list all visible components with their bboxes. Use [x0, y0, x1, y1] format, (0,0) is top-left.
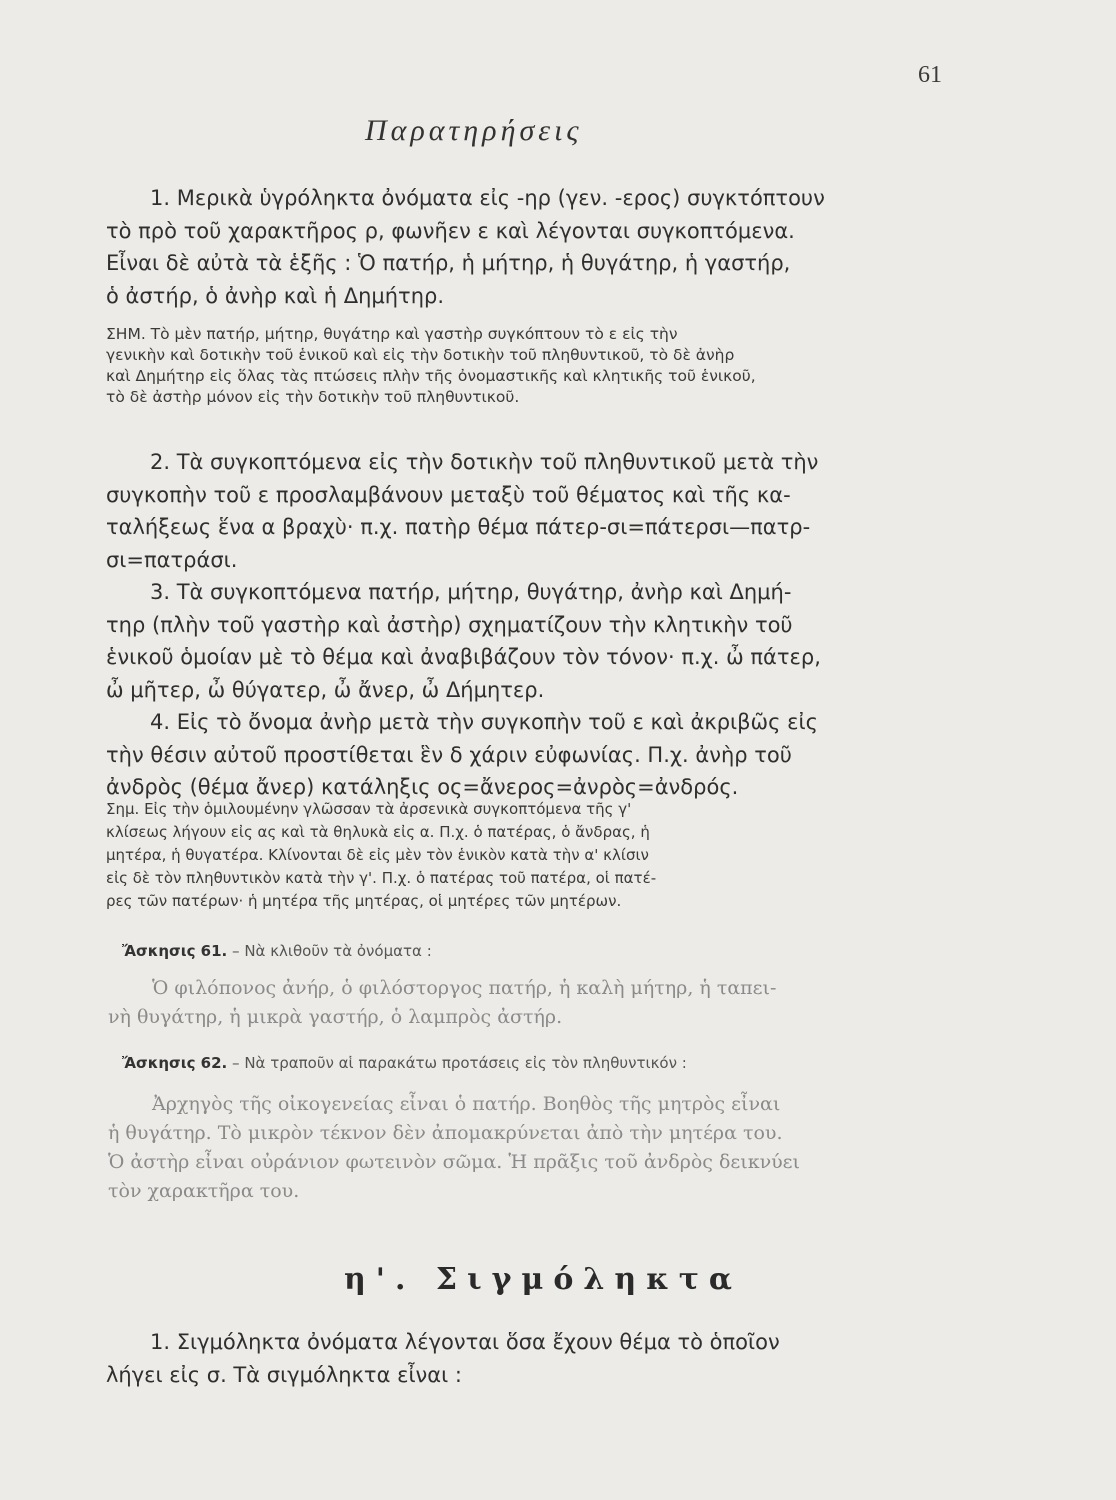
paragraph-1	[106, 182, 964, 312]
section-title: η'. Σιγμόληκτα	[344, 1262, 742, 1297]
exercise-line: ἡ θυγάτηρ. Τὸ μικρὸν τέκνον δὲν ἀπομακρύνεται ἀπὸ τὴν μητέρα του.	[108, 1122, 783, 1144]
note-line: γενικὴν καὶ δοτικὴν τοῦ ἑνικοῦ καὶ εἰς τὴν δοτικὴν τοῦ πληθυντικοῦ, τὸ δὲ ἀνὴρ	[106, 346, 735, 364]
text-line: ἑνικοῦ ὁμοίαν μὲ τὸ θέμα καὶ ἀναβιβάζουν τὸν τόνον· π.χ. ὦ πάτερ,	[106, 645, 821, 669]
note-line: τὸ δὲ ἀστὴρ μόνον εἰς τὴν δοτικὴν τοῦ πληθυντικοῦ.	[106, 388, 520, 406]
note-line: κλίσεως λήγουν εἰς ας καὶ τὰ θηλυκὰ εἰς α. Π.χ. ὁ πατέρας, ὁ ἄνδρας, ἡ	[106, 823, 650, 841]
note-1	[106, 324, 964, 408]
text-line: ταλήξεως ἕνα α βραχὺ· π.χ. πατὴρ θέμα πάτερ-σι=πάτερσι—πατρ-	[106, 515, 811, 539]
exercise-line: νὴ θυγάτηρ, ἡ μικρὰ γαστήρ, ὁ λαμπρὸς ἀστήρ.	[108, 1006, 563, 1028]
text-line: ἀνδρὸς (θέμα ἄνερ) κατάληξις ος=ἄνερος=ἀνρὸς=ἀνδρός.	[106, 775, 739, 799]
text-line: τὴν θέσιν αὐτοῦ προστίθεται ἓν δ χάριν εὐφωνίας. Π.χ. ἀνὴρ τοῦ	[106, 742, 792, 767]
exercise-62-header	[122, 1052, 980, 1074]
text-line: τηρ (πλὴν τοῦ γαστὴρ καὶ ἀστὴρ) σχηματίζουν τὴν κλητικὴν τοῦ	[106, 612, 793, 637]
exercise-62-instruction: – Νὰ τραποῦν αἱ παρακάτω προτάσεις εἰς τὸν πληθυντικόν :	[232, 1054, 687, 1072]
note-line: ρες τῶν πατέρων· ἡ μητέρα τῆς μητέρας, οἱ μητέρες τῶν μητέρων.	[106, 892, 622, 910]
page-heading: Παρατηρήσεις	[365, 114, 583, 147]
note-line: Σημ. Εἰς τὴν ὁμιλουμένην γλῶσσαν τὰ ἀρσενικὰ συγκοπτόμενα τῆς γ'	[106, 800, 632, 818]
exercise-line: Ὁ φιλόπονος ἀνήρ, ὁ φιλόστοργος πατήρ, ἡ καλὴ μήτηρ, ἡ ταπει-	[152, 977, 777, 999]
text-line: ὁ ἀστήρ, ὁ ἀνὴρ καὶ ἡ Δημήτηρ.	[106, 283, 445, 308]
section-paragraph	[106, 1326, 964, 1391]
note-line: εἰς δὲ τὸν πληθυντικὸν κατὰ τὴν γ'. Π.χ. ὁ πατέρας τοῦ πατέρα, οἱ πατέ-	[106, 869, 657, 887]
exercise-62-label: Ἄσκησις 62.	[122, 1054, 228, 1072]
text-line: 2. Τὰ συγκοπτόμενα εἰς τὴν δοτικὴν τοῦ πληθυντικοῦ μετὰ τὴν	[150, 450, 819, 474]
exercise-line: Ἀρχηγὸς τῆς οἰκογενείας εἶναι ὁ πατήρ. Βοηθὸς τῆς μητρὸς εἶναι	[152, 1093, 781, 1115]
paragraphs-2-4	[106, 446, 964, 804]
text-line: ὦ μῆτερ, ὦ θύγατερ, ὦ ἄνερ, ὦ Δήμητερ.	[106, 677, 545, 702]
text-line: συγκοπὴν τοῦ ε προσλαμβάνουν μεταξὺ τοῦ θέματος καὶ τῆς κα-	[106, 482, 791, 507]
text-line: σι=πατράσι.	[106, 547, 238, 572]
text-line: τὸ πρὸ τοῦ χαρακτῆρος ρ, φωνῆεν ε καὶ λέγονται συγκοπτόμενα.	[106, 218, 795, 243]
note-2	[106, 798, 964, 913]
exercise-line: Ὁ ἀστὴρ εἶναι οὐράνιον φωτεινὸν σῶμα. Ἡ πρᾶξις τοῦ ἀνδρὸς δεικνύει	[108, 1151, 800, 1173]
exercise-61-body	[108, 974, 966, 1032]
note-line: μητέρα, ἡ θυγατέρα. Κλίνονται δὲ εἰς μὲν τὸν ἑνικὸν κατὰ τὴν α' κλίσιν	[106, 846, 649, 864]
note-line: ΣΗΜ. Τὸ μὲν πατήρ, μήτηρ, θυγάτηρ καὶ γαστὴρ συγκόπτουν τὸ ε εἰς τὴν	[106, 325, 678, 343]
note-line: καὶ Δημήτηρ εἰς ὅλας τὰς πτώσεις πλὴν τῆς ὀνομαστικῆς καὶ κλητικῆς τοῦ ἑνικοῦ,	[106, 367, 756, 385]
exercise-62-body	[108, 1090, 966, 1206]
text-line: 3. Τὰ συγκοπτόμενα πατήρ, μήτηρ, θυγάτηρ, ἀνὴρ καὶ Δημή-	[150, 580, 792, 604]
text-line: Εἶναι δὲ αὐτὰ τὰ ἑξῆς : Ὁ πατήρ, ἡ μήτηρ, ἡ θυγάτηρ, ἡ γαστήρ,	[106, 251, 791, 275]
text-line: 4. Εἰς τὸ ὄνομα ἀνὴρ μετὰ τὴν συγκοπὴν τοῦ ε καὶ ἀκριβῶς εἰς	[150, 710, 818, 734]
text-line: 1. Μερικὰ ὑγρόληκτα ὀνόματα εἰς -ηρ (γεν. -ερος) συγκτόπτουν	[150, 186, 825, 210]
exercise-61-instruction: – Νὰ κλιθοῦν τὰ ὀνόματα :	[232, 942, 432, 960]
exercise-line: τὸν χαρακτῆρα του.	[108, 1180, 300, 1202]
page-number: 61	[918, 62, 942, 88]
text-line: λήγει εἰς σ. Τὰ σιγμόληκτα εἶναι :	[106, 1362, 462, 1387]
text-line: 1. Σιγμόληκτα ὀνόματα λέγονται ὅσα ἔχουν θέμα τὸ ὁποῖον	[150, 1330, 780, 1354]
exercise-61-header	[122, 940, 980, 962]
exercise-61-label: Ἄσκησις 61.	[122, 942, 228, 960]
